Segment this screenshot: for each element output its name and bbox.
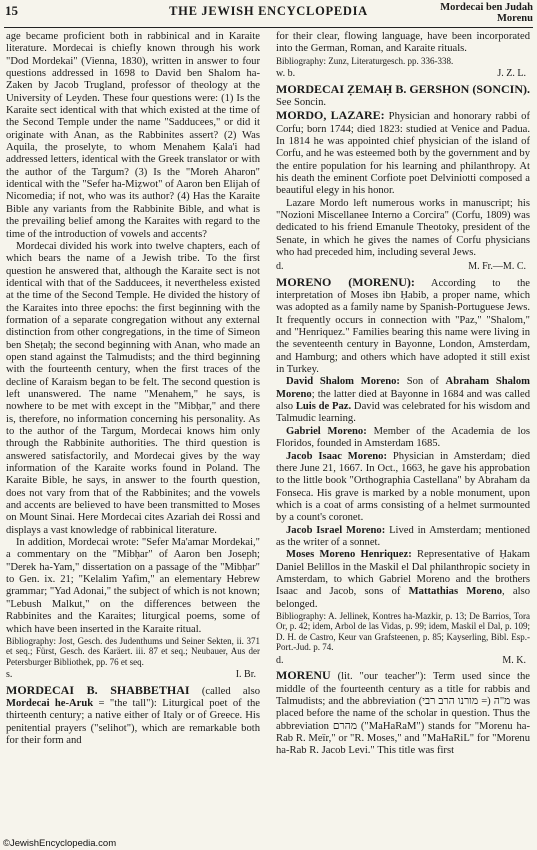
entry-zemah: MORDECAI ẒEMAḤ B. GERSHON (SONCIN). See Soncin.: [276, 81, 530, 108]
running-head-line-2: Morenu: [497, 13, 533, 24]
author-signature: [276, 68, 530, 80]
bibliography: Bibliography: Jost, Gesch. des Judenthums und Seiner Sekten, ii. 371 et seq.; Fürst, Gesch. des Karäert. iii. 87 et seq.; Neubauer, Aus der Petersburger Bibliothek, pp. 76 et seq.: [6, 635, 260, 667]
signature-author: J. Z. L.: [497, 68, 526, 80]
subentry-gabriel: Gabriel Moreno: Member of the Academia de los Floridos, founded in Amsterdam 1685.: [276, 425, 530, 450]
signature-author: M. Fr.—M. C.: [468, 261, 526, 273]
running-head-line-1: Mordecai ben Judah: [440, 2, 533, 13]
entry-morenu: MORENU (lit. "our teacher"): Term used since the middle of the fourteenth century as a title for rabbis and Talmudists; and the abbreviation מ"ה (= מורנו הרב רבי) was placed before the name of the scholar in question. Thus the abbreviation מהרם ("MaHaRaM") stands for "Morenu ha-Rab R. Meïr," or "R. Moses," and "MaHaRiL" for "Morenu ha-Rab R. Jacob Levi." This title was first: [276, 668, 530, 757]
right-column: [276, 31, 530, 839]
subentry-david: David Shalom Moreno: Son of Abraham Shalom Moreno; the latter died at Bayonne in 1684 and was called also Luis de Paz. David was celebrated for his wisdom and Talmudic learning.: [276, 376, 530, 425]
subheadword: Jacob Israel Moreno:: [286, 524, 386, 536]
copyright-watermark: ©JewishEncyclopedia.com: [3, 838, 117, 849]
subheadword: Gabriel Moreno:: [286, 425, 367, 437]
headword: MORDECAI ẒEMAḤ B. GERSHON (SONCIN).: [276, 81, 530, 96]
bibliography: Bibliography: A. Jellinek, Kontres ha-Mazkir, p. 13; De Barrios, Tora Or, p. 42; idem, Arbol de las Vidas, p. 99; idem, Maskil el Dal, p. 109; D. H. de Castro, Keur van Grafsteenen, p. 85; Kayserling, Bibl. Esp.-Port.-Jud. p. 74.: [276, 610, 530, 653]
article-paragraph: Mordecai divided his work into twelve chapters, each of which bears the name of a Jewish tribe. To the first question he answered that, although the Karaite sect is not identical with that of the Sadducees, it nevertheless existed at the time of the Second Temple. He divided the history of the Karaites into three epochs: the first beginning with the formation of a separate congregation without any external distinction from other congregations, in the time of Simeon ben Sheṭaḥ; the second beginning with Anan, who made an open stand against the Talmudists; and the third beginning with the fourteenth century, when the first traces of the decline of Karaism began to be felt. The second question is left unanswered. The name "Menahem," he says, is nowhere to be met with except in the "Mibḥar," and there is, therefore, no information concerning his personality. As to the author of the Targum, Mordecai knows him only through the Rabbinite authorities. The third question is answered satisfactorily, and Mordecai gives by the way information of the Karaite works found in Poland. The Karaite Bible, he says, in answer to the fourth question, does not vary from that of the Rabbinites; and the vowels and accents are believed to have been transmitted to Moses on Mount Sinai. Here Mordecai cites Azariah dei Rossi and displays a vast knowledge of rabbinical literature.: [6, 240, 260, 536]
entry-moreno: MORENO (MORENU): According to the interpretation of Moses ibn Ḥabib, a proper name, which was adopted as a family name by Spanish-Portuguese Jews. It frequently occurs in connection with "Paz," "Shalom," and "Henriquez." Families bearing this name were living in the seventeenth century in Bayonne, London, Amsterdam, and Hamburg; and others which have adopted it still exist in Turkey.: [276, 274, 530, 376]
author-signature: [276, 261, 530, 273]
signature-initials: s.: [6, 669, 13, 681]
article-paragraph: age became proficient both in rabbinical and in Karaite literature. Mordecai is chiefly known through his work "Dod Mordekai" (Vienna, 1830), written in answer to four questions addressed in 1698 to David ben Shalom ha-Zaken by Jacob Trugland, professor of theology at the University of Leyden. These four questions were: (1) Is the Karaite sect identical with that which existed at the time of the Second Temple under the name "Sadducees," or did it originate with Anan, as the Rabbinites assert? (2) Was Aquila, the proselyte, to whom Menahem Ḳala'i had addressed letters, identical with the Greek translator or with the author of the Targum? (3) Is the "Moreh Aharon" identical with the "Sefer ha-Miẓwot" of Aaron ben Elijah of Nicomedia; if not, who was its author? (4) Has the Karaite Bible any variants from the Rabbinite Bible, and what is the prevailing belief among the Karaites with regard to the time of the introduction of vowels and accents?: [6, 31, 260, 240]
article-paragraph: In addition, Mordecai wrote: "Sefer Ma'amar Mordekai," a commentary on the "Mibḥar" of Aaron ben Joseph; "Derek ha-Yam," dissertation on a passage of the "Mibḥar" to Gen. ix. 21; "Kelalim Yafim," an elementary Hebrew grammar; "Yad Adonai," the subject of which is not known; "Lebush Malkut," on the differences between the Rabbinites and the Karaites; liturgical poems, some of which have been inserted in the Karaite ritual.: [6, 537, 260, 635]
signature-author: M. K.: [502, 654, 526, 666]
alias-name: Mordecai he-Aruk: [6, 698, 94, 710]
headword: MORENO (MORENU):: [276, 274, 415, 289]
headword: MORENU: [276, 668, 331, 683]
headword: MORDECAI B. SHABBETHAI: [6, 682, 190, 697]
running-head: [440, 2, 533, 24]
signature-initials: w. b.: [276, 68, 296, 80]
subentry-jacob-isaac: Jacob Isaac Moreno: Physician in Amsterdam; died there June 21, 1667. In Oct., 1663, he gave his approbation to the little book "Orthographia Castellana" by Abraham da Fonseca. His grave is marked by a noble monument, upon which is a coat of arms consisting of a helmet surmounted by a count's coronet.: [276, 450, 530, 524]
signature-initials: d.: [276, 261, 284, 273]
entry-shabbethai: MORDECAI B. SHABBETHAI (called also Mordecai he-Aruk = "the tall"): Liturgical poet of the thirteenth century; a native either of Italy or of Greece. His penitential prayers ("selihot"), which are remarkable both for their form and: [6, 682, 260, 747]
subheadword: Jacob Isaac Moreno:: [286, 450, 388, 462]
subentry-jacob-israel: Jacob Israel Moreno: Lived in Amsterdam; mentioned as the writer of a sonnet.: [276, 524, 530, 548]
headword: MORDO, LAZARE:: [276, 108, 385, 123]
subheadword: Moses Moreno Henriquez:: [286, 549, 412, 561]
subentry-moses: Moses Moreno Henriquez: Representative of Ḥakam Daniel Belillos in the Maskil el Dal philanthropic society in Amsterdam, to which Gabriel Moreno and the brothers Isaac and Jacob, sons of Mattathias Moreno, also belonged.: [276, 549, 530, 610]
journal-title: THE JEWISH ENCYCLOPEDIA: [169, 4, 368, 18]
page-header: [4, 2, 533, 28]
article-paragraph: Lazare Mordo left numerous works in manuscript; his "Nozioni Miscellanee Interno a Corcira" (Corfu, 1809) was dedicated to his friend Emanule Theotoky, president of the Senate, in which he gives the names of Corfu physicians who had preceded him, including several Jews.: [276, 197, 530, 258]
author-signature: [6, 669, 260, 681]
left-column: [6, 31, 260, 839]
signature-author: I. Br.: [235, 669, 256, 681]
signature-initials: d.: [276, 654, 284, 666]
bibliography: Bibliography: Zunz, Literaturgesch. pp. 336-338.: [276, 55, 454, 66]
subheadword: David Shalom Moreno:: [286, 376, 400, 388]
page-number: 15: [5, 3, 18, 18]
entry-mordo: MORDO, LAZARE: Physician and honorary rabbi of Corfu; born 1744; died 1823: studied at Venice and Padua. In 1814 he was appointed chief physician of the island of Corfu, and he was esteemed both by the government and by the entire population for his learning and philanthropy. At his death the eminent Corfiote poet Delviniotti composed a beautiful elegy in his honor.: [276, 108, 530, 197]
author-signature: [276, 655, 530, 667]
article-paragraph: for their clear, flowing language, have been incorporated into the German, Roman, and Karaite rituals.: [276, 31, 530, 55]
header-rule: [4, 27, 533, 28]
